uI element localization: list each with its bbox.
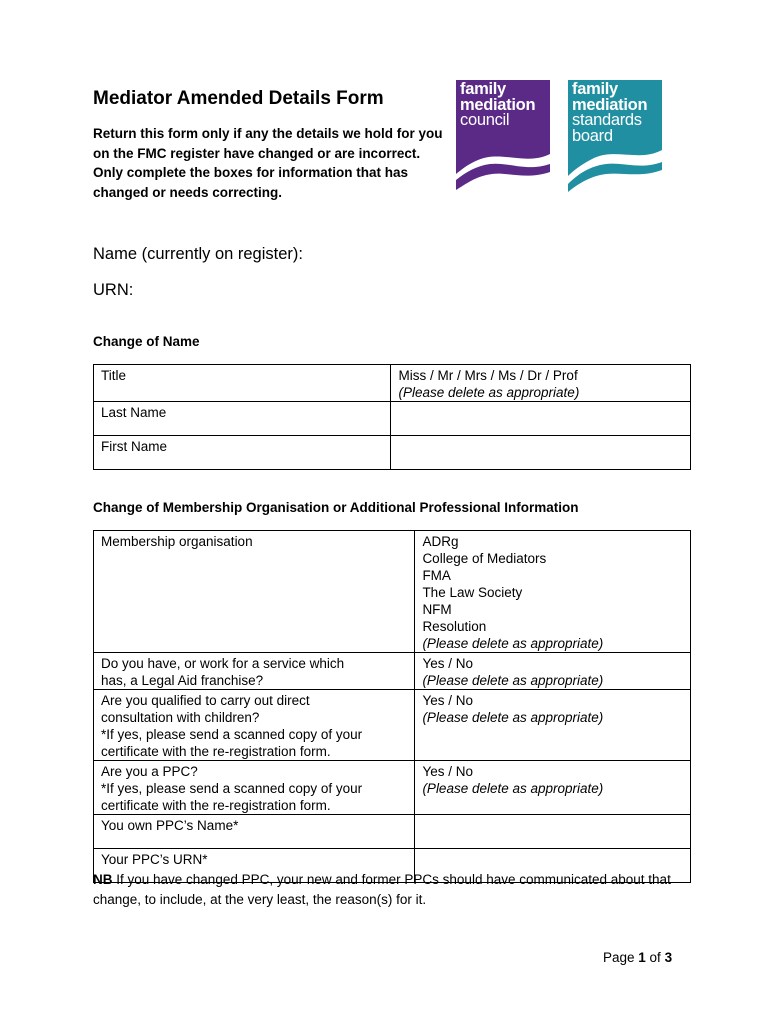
title-label: Title xyxy=(94,365,391,402)
fmc-logo-word-2: mediation xyxy=(460,95,536,114)
table-row xyxy=(94,815,691,849)
table-row xyxy=(94,761,691,815)
table-row xyxy=(94,365,691,402)
change-of-name-table xyxy=(93,364,691,470)
table-row xyxy=(94,690,691,761)
table-row xyxy=(94,653,691,690)
fmsb-logo xyxy=(568,80,662,192)
table-row xyxy=(94,436,691,470)
org-option: NFM xyxy=(422,602,452,617)
fmc-logo-word-3: council xyxy=(460,111,510,129)
last-name-input-cell[interactable] xyxy=(391,402,691,436)
name-field-label: Name (currently on register): xyxy=(93,245,303,263)
ppc-answer[interactable] xyxy=(415,761,691,815)
legal-aid-question-line: Do you have, or work for a service which xyxy=(101,656,345,671)
first-name-input-cell[interactable] xyxy=(391,436,691,470)
membership-table xyxy=(93,530,691,883)
org-option: Resolution xyxy=(422,619,487,634)
first-name-label: First Name xyxy=(94,436,391,470)
table-row xyxy=(94,402,691,436)
fmsb-logo-word-3: standards xyxy=(572,111,642,129)
membership-org-label: Membership organisation xyxy=(94,531,415,653)
nb-text: If you have changed PPC, your new and former PPCs should have communicated about that change, to include, at the very least, the reason(s) for it. xyxy=(93,872,671,907)
org-option: ADRg xyxy=(422,534,459,549)
legal-aid-question-line: has, a Legal Aid franchise? xyxy=(101,673,264,688)
urn-field-label: URN: xyxy=(93,281,134,299)
fmsb-logo-word-4: board xyxy=(572,126,613,145)
ppc-question-line: Are you a PPC? xyxy=(101,764,198,779)
org-delete-note: (Please delete as appropriate) xyxy=(422,636,604,651)
legal-aid-answer[interactable] xyxy=(415,653,691,690)
fmsb-logo-word-2: mediation xyxy=(572,95,648,114)
org-option: FMA xyxy=(422,568,451,583)
legal-aid-question xyxy=(94,653,415,690)
children-question-line: certificate with the re-registration form. xyxy=(101,744,331,759)
form-title: Mediator Amended Details Form xyxy=(93,88,384,109)
page-number: 1 xyxy=(638,950,646,965)
nb-label: NB xyxy=(93,872,113,887)
fmc-logo xyxy=(456,80,550,192)
ppc-question-line: *If yes, please send a scanned copy of your xyxy=(101,781,363,796)
ppc-question xyxy=(94,761,415,815)
title-value-cell[interactable] xyxy=(391,365,691,402)
yes-no-option: Yes / No xyxy=(422,764,473,779)
children-question xyxy=(94,690,415,761)
fmsb-logo-text xyxy=(572,82,647,144)
title-options: Miss / Mr / Mrs / Ms / Dr / Prof xyxy=(398,368,578,383)
fmc-logo-word-1: family xyxy=(460,80,506,98)
ppc-urn-label: Your PPC’s URN* xyxy=(94,849,415,883)
legal-aid-delete-note: (Please delete as appropriate) xyxy=(422,673,604,688)
org-option: College of Mediators xyxy=(422,551,547,566)
form-intro: Return this form only if any the details we hold for you on the FMC register have changed or are incorrect. Only complete the boxes for information that has changed or needs correcting. xyxy=(93,126,443,200)
children-answer[interactable] xyxy=(415,690,691,761)
last-name-label: Last Name xyxy=(94,402,391,436)
yes-no-option: Yes / No xyxy=(422,693,473,708)
page-indicator xyxy=(603,950,672,965)
fmc-logo-text xyxy=(460,82,535,129)
ppc-question-line: certificate with the re-registration form. xyxy=(101,798,331,813)
children-question-line: consultation with children? xyxy=(101,710,260,725)
yes-no-option: Yes / No xyxy=(422,656,473,671)
org-option: The Law Society xyxy=(422,585,523,600)
ppc-delete-note: (Please delete as appropriate) xyxy=(422,781,604,796)
fmsb-logo-word-1: family xyxy=(572,80,618,98)
children-delete-note: (Please delete as appropriate) xyxy=(422,710,604,725)
of-word: of xyxy=(645,950,665,965)
membership-heading: Change of Membership Organisation or Additional Professional Information xyxy=(93,500,579,515)
children-question-line: Are you qualified to carry out direct xyxy=(101,693,310,708)
page-word: Page xyxy=(603,950,639,965)
membership-org-options[interactable] xyxy=(415,531,691,653)
page-total: 3 xyxy=(664,950,673,965)
change-of-name-heading: Change of Name xyxy=(93,334,200,349)
table-row xyxy=(94,531,691,653)
ppc-name-label: You own PPC’s Name* xyxy=(94,815,415,849)
nb-note xyxy=(93,870,693,909)
title-delete-note: (Please delete as appropriate) xyxy=(398,385,580,400)
ppc-name-input-cell[interactable] xyxy=(415,815,691,849)
children-question-line: *If yes, please send a scanned copy of your xyxy=(101,727,363,742)
